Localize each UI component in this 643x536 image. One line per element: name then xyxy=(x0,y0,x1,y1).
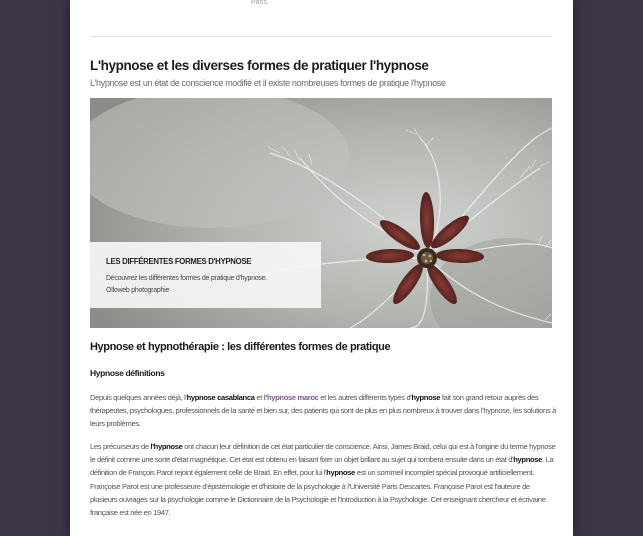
content-page xyxy=(70,0,573,536)
hero-caption-title: LES DIFFÉRENTES FORMES D'HYPNOSE xyxy=(106,257,252,266)
section-subheading: Hypnose définitions xyxy=(90,368,165,378)
hero-caption-credit: Olloweb photographie xyxy=(106,287,170,294)
article-title: L'hypnose et les diverses formes de pratiquer l'hypnose xyxy=(90,58,429,73)
hypnose-maroc-link[interactable]: l'hypnose maroc xyxy=(263,393,319,402)
section-divider xyxy=(90,36,552,37)
section-heading: Hypnose et hypnothérapie : les différentes formes de pratique xyxy=(90,341,391,353)
previous-image-caption: Paris. xyxy=(251,0,269,6)
paragraph-intro: Depuis quelques années déjà, l'hypnose casablanca et l'hypnose maroc et les autres différents types d'hypnose fait son grand retour auprès des thérapeutes, psychologues, professionnels de la santé et bien sur, des patients qui sont de plus en plus nombreux à trouver dans l'hypnose, les solutions à leurs problèmes. xyxy=(90,393,557,429)
hero-caption-text: Découvrez les différentes formes de pratique d'hypnose. xyxy=(106,275,268,282)
article-subtitle: L'hypnose est un état de conscience modifié et il existe nombreuses formes de pratique l'hypnose xyxy=(90,78,446,88)
paragraph-definitions: Les précurseurs de l'hypnose ont chacun leur définition de cet état particulier de conscience. Ainsi, James Braid, celui qui est à l'origine du terme hypnose le définit comme une sorte d'état magnétique. Cet état est obtenu en faisant fixer un objet brillant au sujet qui tombera ensuite dans un état d'hypnose. La définition de François Parot rejoint également celle de Braid. En effet, pour lui l'hypnose est un sommeil incomplet spécial provoqué artificiellement. Françoise Parot est une professeure d'épistémologie et d'histoire de la psychologie à l'Université Paris Descartes. Françoise Parot est l'auteure de plusieurs ouvrages sur la psychologie comme le Dictionnaire de la Psychologie et l'Introduction à la Psychologie. Cet enseignant chercheur et écrivaine française est née en 1947. xyxy=(90,442,556,518)
hero-caption-box xyxy=(90,242,321,308)
hero-image[interactable] xyxy=(90,98,552,328)
